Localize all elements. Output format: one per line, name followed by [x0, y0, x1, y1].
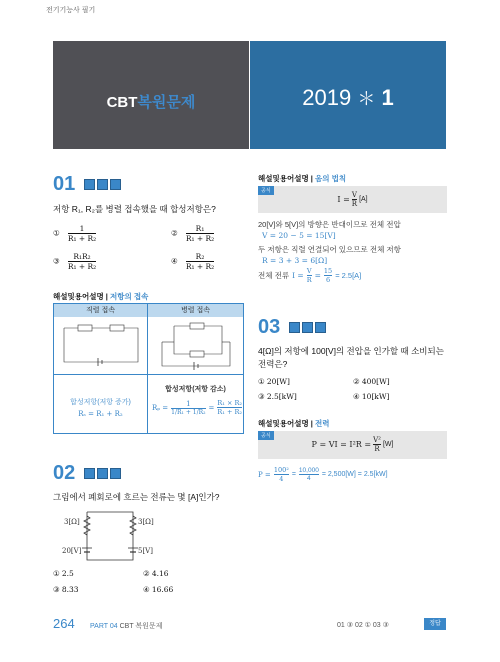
- q1-option-4: ④ $\frac{\text{R₂}}{\text{R₁ + R₂}}$: [171, 252, 215, 271]
- exp2-line3: 두 저항은 직렬 연결되어 있으므로 전체 저항: [258, 245, 401, 254]
- q2-option-2: ② 4.16: [143, 569, 169, 578]
- subject-label: 전기기능사 필기: [46, 7, 96, 14]
- footer-part: PART 04 CBT 복원문제: [90, 623, 163, 630]
- exp2-line1: 20[V]와 5[V]의 방향은 반대이므로 전체 전압: [258, 220, 401, 229]
- q2-question: 그림에서 폐회로에 흐르는 전류는 몇 [A]인가?: [53, 492, 220, 502]
- exp2-line2: V = 20 − 5 = 15[V]: [262, 231, 336, 240]
- q3-question-line1: 4[Ω]의 저항에 100[V]의 전압을 인가할 때 소비되는: [258, 346, 444, 356]
- exp2-formula-box: 공식 I = $\frac{V}{R}$ [A]: [258, 186, 447, 213]
- q1-number: 01: [53, 173, 76, 195]
- r2-label: 3[Ω]: [138, 518, 154, 526]
- answer-key: 01 ③ 02 ① 03 ③: [337, 622, 389, 629]
- q3-option-1: ① 20[W]: [258, 377, 290, 386]
- q3-option-3: ③ 2.5[kW]: [258, 392, 297, 401]
- q1-option-1: ① $\frac{1}{\text{R₁ + R₂}}$: [53, 224, 97, 243]
- exp3-calc: P = $\frac{\text{100²}}{4}$ = $\frac{10,000}{4}$ = 2,500[W] = 2.5[kW]: [258, 466, 388, 483]
- series-formula: Rₛ = R₁ + R₂: [78, 410, 123, 418]
- answer-badge: 정답: [424, 618, 446, 630]
- q2-circuit-diagram: [60, 506, 160, 566]
- q2-option-4: ④ 16.66: [143, 585, 174, 594]
- exp3-formula-box: 공식 P = VI = I²R = $\frac{\text{V²}}{R}$ [W]: [258, 431, 447, 459]
- exp2-title: 해설및용어설명 | 옴의 법칙: [258, 174, 347, 183]
- exp3-title: 해설및용어설명 | 전력: [258, 419, 330, 428]
- q3-header: [258, 316, 326, 339]
- page-number: 264: [53, 616, 75, 631]
- q2-number: 02: [53, 462, 76, 484]
- q1-header: [53, 173, 121, 196]
- banner-year: 2019 ＊ 1: [302, 85, 394, 110]
- q3-number: 03: [258, 316, 281, 338]
- exp1-title: 해설및용어설명 | 저항의 접속: [53, 292, 149, 301]
- q1-question: 저항 R₁, R₂를 병렬 접속했을 때 합성저항은?: [53, 204, 216, 214]
- parallel-label: 합성저항(저항 감소): [165, 386, 226, 393]
- col-series: 직렬 접속: [54, 304, 147, 317]
- difficulty-boxes: [84, 179, 121, 190]
- parallel-circuit-diagram: [152, 320, 240, 372]
- q1-option-2: ② $\frac{\text{R₁}}{\text{R₁ + R₂}}$: [171, 224, 215, 243]
- q2-header: [53, 462, 121, 485]
- v2-label: 5[V]: [138, 547, 153, 555]
- v1-label: 20[V]: [62, 547, 82, 555]
- col-parallel: 병렬 접속: [148, 304, 243, 317]
- series-label: 합성저항(저항 증가): [70, 399, 131, 406]
- banner-year-panel: [250, 41, 446, 149]
- difficulty-boxes: [289, 322, 326, 333]
- q3-question-line2: 전력은?: [258, 359, 288, 369]
- q2-option-3: ③ 8.33: [53, 585, 79, 594]
- q2-option-1: ① 2.5: [53, 569, 74, 578]
- difficulty-boxes: [84, 468, 121, 479]
- exp2-line4: R = 3 + 3 = 6[Ω]: [262, 256, 328, 265]
- banner-title-panel: [53, 41, 249, 149]
- series-circuit-diagram: [58, 320, 144, 370]
- q1-option-3: ③ $\frac{\text{R₁R₂}}{\text{R₁ + R₂}}$: [53, 252, 97, 271]
- q3-option-2: ② 400[W]: [353, 377, 390, 386]
- parallel-formula: Rₚ = $\frac{1}{\text{1/R₁ + 1/R₂}}$ = $\frac{\text{R₁ × R₂}}{\text{R₁ + R₂}}$: [152, 399, 242, 416]
- r1-label: 3[Ω]: [64, 518, 80, 526]
- banner-title: CBT복원문제: [106, 94, 196, 111]
- exp1-table: [53, 303, 244, 434]
- q3-option-4: ④ 10[kW]: [353, 392, 390, 401]
- exp2-line5: 전체 전류 I = $\frac{V}{R}$ = $\frac{15}{6}$ = 2.5[A]: [258, 267, 362, 284]
